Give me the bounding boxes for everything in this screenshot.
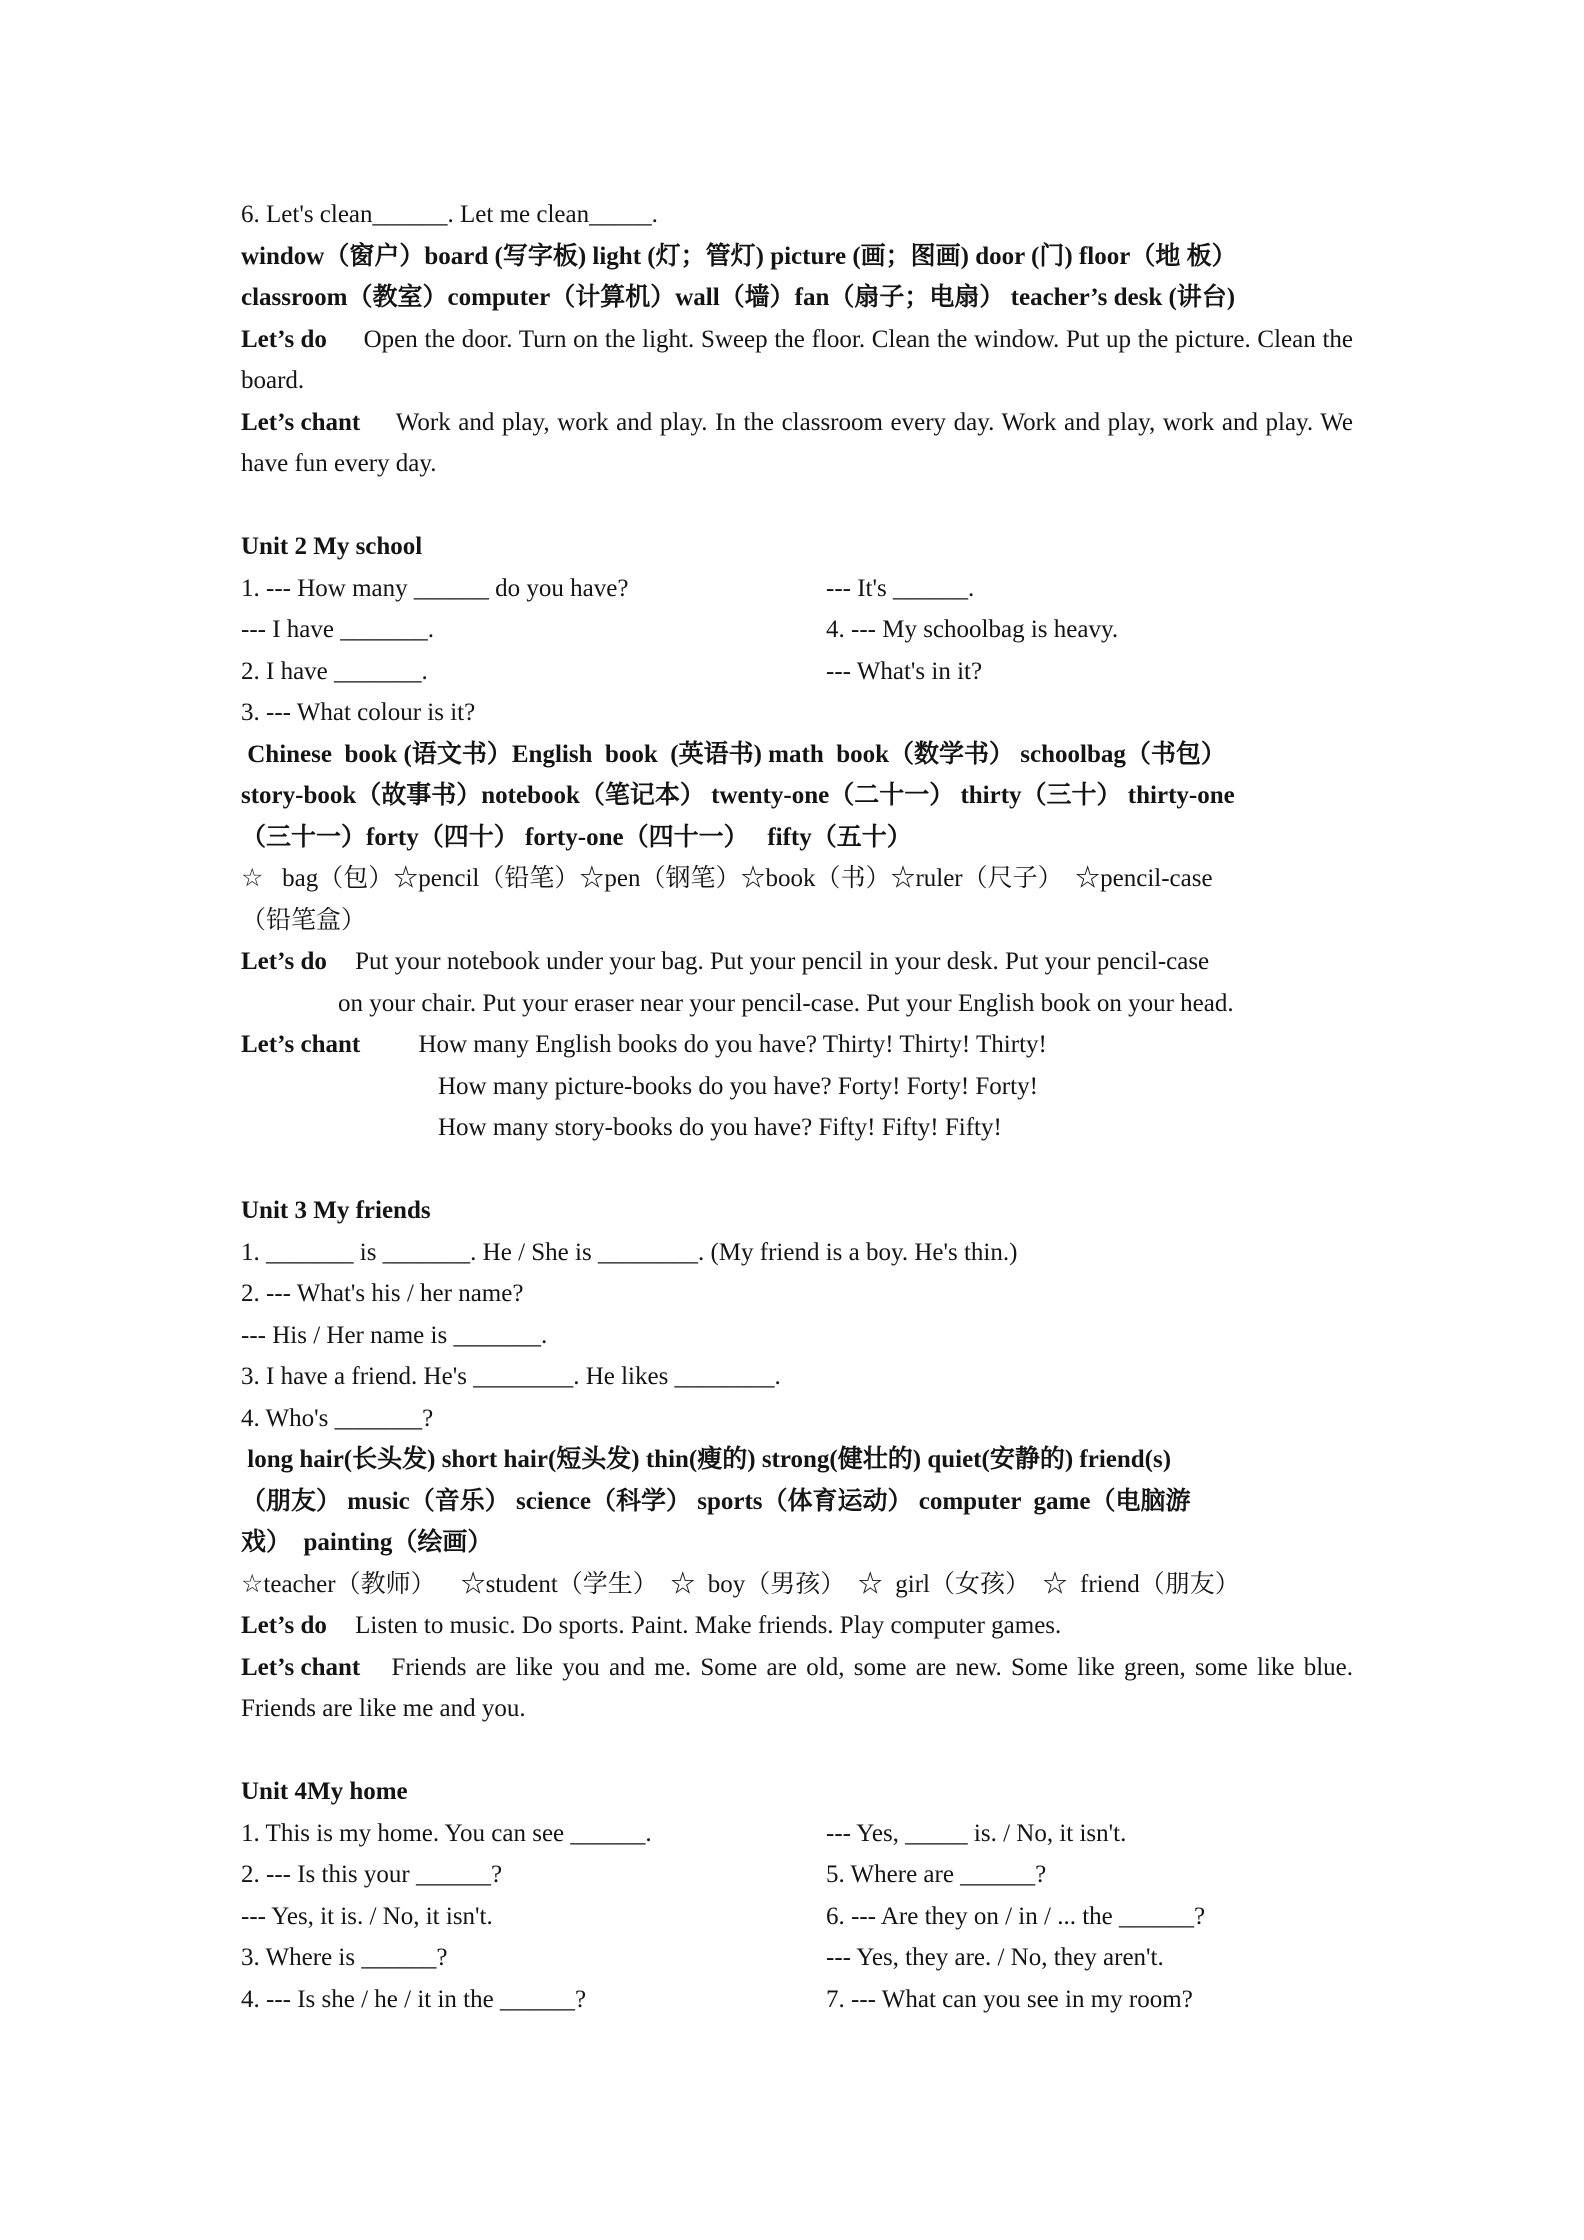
- unit2-left-line: 3. --- What colour is it?: [241, 699, 476, 726]
- unit3-vocab-line-2: （朋友） music（音乐） science（科学） sports（体育运动） computer game（电脑游: [241, 1487, 1191, 1515]
- document-body: [241, 194, 1353, 2020]
- unit1-lets-chant: [241, 402, 1353, 485]
- lets-do-text: Listen to music. Do sports. Paint. Make friends. Play computer games.: [355, 1612, 1062, 1639]
- chant-line: How many picture-books do you have? Forty! Forty! Forty!: [438, 1072, 1038, 1100]
- unit4-right-line: 7. --- What can you see in my room?: [826, 1985, 1193, 2013]
- unit1-vocab-line-2: classroom（教室）computer（计算机）wall（墙）fan（扇子；电扇） teacher’s desk (讲台): [241, 284, 1236, 311]
- unit2-left-line: 2. I have _______.: [241, 657, 428, 685]
- unit1-lets-do: [241, 319, 1353, 402]
- unit2-star-words-line-2: （铅笔盒）: [241, 906, 367, 934]
- unit2-right-column: [826, 568, 1353, 734]
- unit3-vocab-line-3: 戏） painting（绘画）: [241, 1529, 493, 1556]
- lets-do-label: Let’s do: [241, 948, 327, 975]
- unit1-question-6: 6. Let's clean______. Let me clean_____.: [241, 201, 658, 228]
- unit4-left-line: 4. --- Is she / he / it in the ______?: [241, 1985, 587, 2013]
- unit4-left-line: 2. --- Is this your ______?: [241, 1861, 503, 1888]
- unit1-vocab-line-1: window（窗户）board (写字板) light (灯；管灯) picture (画；图画) door (门) floor（地 板）: [241, 242, 1237, 270]
- unit2-lets-do-continued: on your chair. Put your eraser near your pencil-case. Put your English book on your head.: [338, 989, 1234, 1017]
- unit3-line: 3. I have a friend. He's ________. He likes ________.: [241, 1363, 781, 1390]
- chant-line: How many English books do you have? Thirty! Thirty! Thirty!: [418, 1031, 1047, 1058]
- chant-line: How many story-books do you have? Fifty! Fifty! Fifty!: [438, 1114, 1002, 1141]
- unit4-right-line: 6. --- Are they on / in / ... the ______?: [826, 1902, 1206, 1930]
- lets-do-label: Let’s do: [241, 325, 327, 353]
- lets-chant-text: Friends are like you and me. Some are old, some are new. Some like green, some like blue. Friends are like me and you.: [241, 1653, 1353, 1722]
- unit4-left-line: 1. This is my home. You can see ______.: [241, 1819, 652, 1847]
- unit3-line: 2. --- What's his / her name?: [241, 1280, 524, 1307]
- lets-chant-label: Let’s chant: [241, 1653, 361, 1681]
- unit3-star-words: ☆teacher（教师） ☆student（学生） ☆ boy（男孩） ☆ girl（女孩） ☆ friend（朋友）: [241, 1570, 1240, 1598]
- unit4-left-column: [241, 1813, 826, 2021]
- unit2-vocab-line-3: （三十一）forty（四十） forty-one（四十一） fifty（五十）: [241, 823, 912, 851]
- unit2-right-line: 4. --- My schoolbag is heavy.: [826, 616, 1119, 643]
- lets-do-text: Put your notebook under your bag. Put your pencil in your desk. Put your pencil-case: [355, 948, 1210, 975]
- unit2-left-column: [241, 568, 826, 734]
- unit2-star-words-line-1: ☆ bag（包）☆pencil（铅笔）☆pen（钢笔）☆book（书）☆ruler（尺子） ☆pencil-case: [241, 865, 1213, 892]
- unit3-title: Unit 3 My friends: [241, 1197, 431, 1224]
- unit2-title: Unit 2 My school: [241, 533, 423, 560]
- unit3-lets-do: [241, 1605, 1353, 1647]
- lets-chant-label: Let’s chant: [241, 1031, 361, 1058]
- lets-do-text: Open the door. Turn on the light. Sweep the floor. Clean the window. Put up the picture. Clean the board.: [241, 325, 1354, 394]
- unit4-title: Unit 4My home: [241, 1778, 408, 1805]
- unit4-right-line: --- Yes, _____ is. / No, it isn't.: [826, 1819, 1127, 1847]
- unit2-right-line: --- It's ______.: [826, 574, 975, 602]
- unit3-lets-chant: [241, 1647, 1353, 1730]
- unit2-left-line: 1. --- How many ______ do you have?: [241, 574, 629, 602]
- unit4-left-line: --- Yes, it is. / No, it isn't.: [241, 1902, 493, 1930]
- unit2-left-line: --- I have _______.: [241, 616, 434, 643]
- unit4-sentences: [241, 1813, 1353, 2021]
- lets-chant-text: Work and play, work and play. In the classroom every day. Work and play, work and play. We have fun every day.: [241, 408, 1353, 477]
- unit4-left-line: 3. Where is ______?: [241, 1944, 448, 1971]
- lets-chant-label: Let’s chant: [241, 408, 361, 436]
- unit2-sentences: [241, 568, 1353, 734]
- unit3-vocab-line-1: long hair(长头发) short hair(短头发) thin(瘦的) strong(健壮的) quiet(安静的) friend(s): [241, 1446, 1172, 1473]
- unit4-right-column: [826, 1813, 1353, 2021]
- unit3-line: --- His / Her name is _______.: [241, 1321, 548, 1349]
- lets-do-label: Let’s do: [241, 1612, 327, 1639]
- unit4-right-line: 5. Where are ______?: [826, 1861, 1047, 1888]
- unit2-vocab-line-2: story-book（故事书）notebook（笔记本） twenty-one（二十一） thirty（三十） thirty-one: [241, 782, 1235, 809]
- unit4-right-line: --- Yes, they are. / No, they aren't.: [826, 1944, 1164, 1971]
- unit2-vocab-line-1: Chinese book (语文书）English book (英语书) math book（数学书） schoolbag（书包）: [241, 740, 1226, 768]
- unit2-lets-chant: [241, 1024, 1353, 1066]
- unit2-lets-do: [241, 941, 1353, 983]
- unit3-line: 1. _______ is _______. He / She is ________. (My friend is a boy. He's thin.): [241, 1238, 1018, 1266]
- unit2-right-line: --- What's in it?: [826, 657, 983, 685]
- unit3-line: 4. Who's _______?: [241, 1404, 434, 1432]
